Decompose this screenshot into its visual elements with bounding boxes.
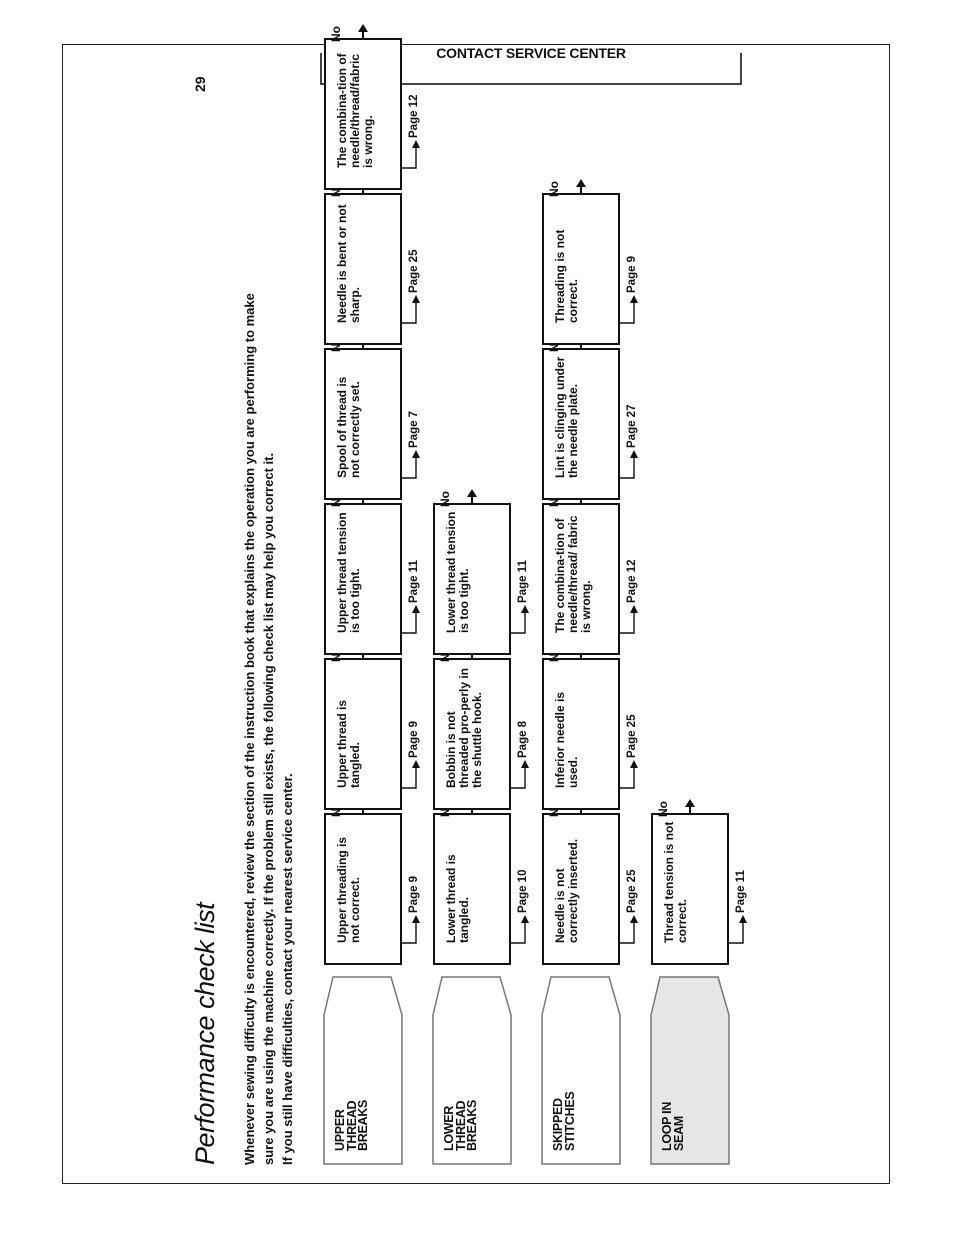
category-label-line: THREAD — [344, 1100, 359, 1151]
page-reference: Page 9 — [408, 720, 420, 758]
check-box — [651, 813, 729, 965]
category-lower-thread-breaks — [432, 975, 510, 1165]
page-reference: Page 7 — [408, 410, 420, 448]
no-label: No — [547, 181, 561, 197]
check-box — [542, 348, 620, 500]
page-reference: Page 25 — [408, 249, 420, 293]
category-label-line: LOWER — [442, 1105, 456, 1151]
check-box — [542, 658, 620, 810]
check-text: Threading is not correct. — [553, 229, 580, 323]
check-box — [433, 503, 511, 655]
page-reference: Page 11 — [735, 870, 747, 913]
check-box — [324, 193, 402, 345]
check-text: Inferior needle is used. — [553, 691, 580, 788]
check-text: Bobbin is not threaded pro-perly in the shuttle hook. — [444, 667, 484, 788]
page-reference: Page 27 — [626, 404, 638, 448]
category-label-line: SEAM — [671, 1116, 686, 1151]
category-label-line: BREAKS — [356, 1100, 370, 1151]
category-label-line: SKIPPED — [551, 1098, 565, 1151]
page-title: Performance check list — [190, 902, 220, 1165]
intro-line-1: Whenever sewing difficulty is encountered, review the section of the instruction book that explains the operation you are performing to make — [242, 293, 257, 1165]
category-label-line: THREAD — [453, 1100, 468, 1151]
rotated-page-content — [190, 26, 890, 1165]
check-box — [542, 503, 620, 655]
check-text: The combina-tion of needle/thread/ fabric is wrong. — [553, 515, 593, 633]
category-label-line: BREAKS — [465, 1100, 479, 1151]
check-box — [433, 813, 511, 965]
category-label — [553, 1092, 576, 1151]
check-box — [324, 658, 402, 810]
category-label — [662, 1102, 685, 1151]
no-arrow — [462, 489, 482, 503]
check-text: Thread tension is not correct. — [662, 821, 689, 943]
intro-line-2: sure you are using the machine correctly. If the problem still exists, the following check list may help you correct it. — [261, 452, 276, 1165]
page-reference: Page 10 — [517, 869, 529, 913]
category-loop-in-seam — [650, 975, 728, 1165]
page-reference: Page 12 — [626, 559, 638, 603]
category-upper-thread-breaks — [323, 975, 401, 1165]
check-text: Lint is clinging under the needle plate. — [553, 356, 580, 478]
check-box — [542, 813, 620, 965]
intro-line-3: If you still have difficulties, contact your nearest service center. — [280, 773, 295, 1165]
check-box — [542, 193, 620, 345]
no-arrow — [571, 179, 591, 193]
check-text: Upper thread tension is too tight. — [335, 512, 362, 633]
page-reference: Page 25 — [626, 869, 638, 913]
check-text: Lower thread is tangled. — [444, 854, 471, 943]
no-label: No — [438, 491, 452, 507]
contact-service-center: CONTACT SERVICE CENTER — [436, 45, 626, 61]
page-reference: Page 12 — [408, 94, 420, 138]
page-reference: Page 25 — [626, 714, 638, 758]
category-label — [444, 1100, 479, 1151]
no-label: No — [656, 801, 670, 817]
check-box — [324, 348, 402, 500]
page-reference: Page 9 — [626, 255, 638, 293]
check-text: Needle is bent or not sharp. — [335, 204, 362, 323]
category-label — [335, 1100, 370, 1151]
no-arrow — [353, 24, 373, 38]
check-text: Spool of thread is not correctly set. — [335, 376, 362, 478]
page-reference: Page 8 — [517, 720, 529, 758]
page-reference: Page 11 — [517, 560, 529, 603]
category-label-line: STITCHES — [562, 1091, 577, 1151]
page-reference: Page 11 — [408, 560, 420, 603]
no-label: No — [329, 26, 343, 42]
check-text: Needle is not correctly inserted. — [553, 838, 580, 943]
category-label-line: LOOP IN — [660, 1101, 674, 1151]
page-number: 29 — [192, 76, 208, 92]
check-box — [324, 503, 402, 655]
check-box — [433, 658, 511, 810]
intro-paragraph — [240, 75, 297, 1165]
check-text: Lower thread tension is too tight. — [444, 511, 471, 633]
check-text: The combina-tion of needle/thread/fabric is wrong. — [335, 53, 375, 168]
check-box — [324, 813, 402, 965]
no-arrow — [680, 799, 700, 813]
check-box — [324, 38, 402, 190]
check-text: Upper threading is not correct. — [335, 836, 362, 943]
category-label-line: UPPER — [333, 1109, 347, 1151]
page-reference: Page 9 — [408, 875, 420, 913]
category-skipped-stitches — [541, 975, 619, 1165]
check-text: Upper thread is tangled. — [335, 699, 362, 788]
